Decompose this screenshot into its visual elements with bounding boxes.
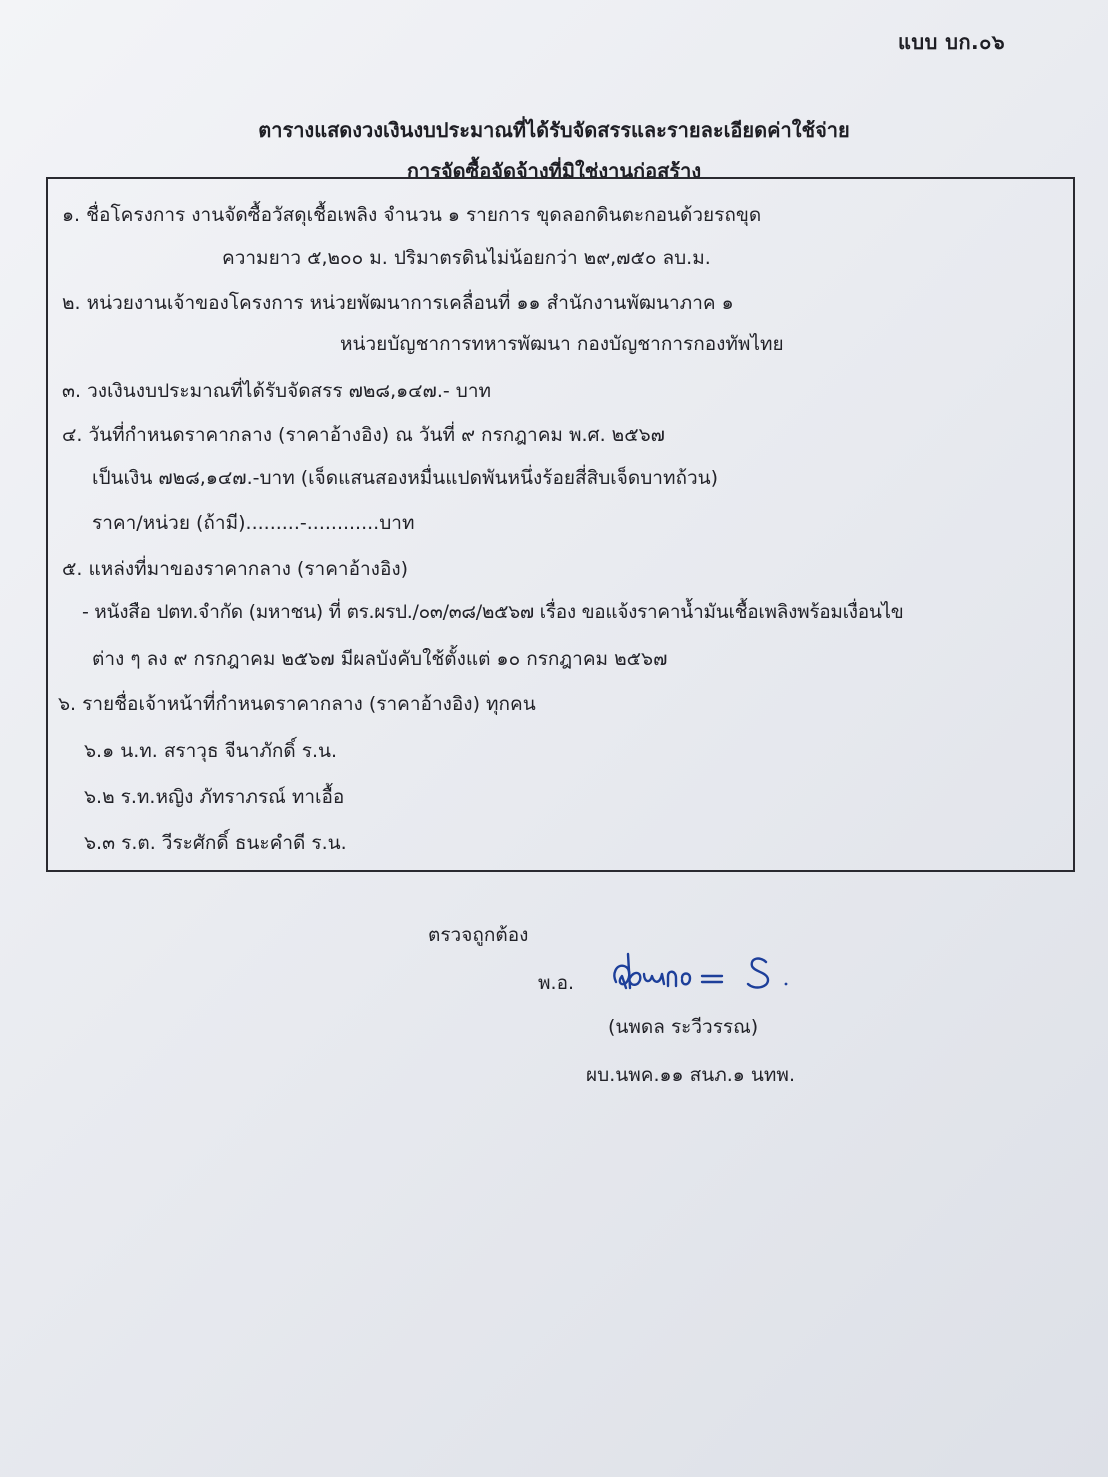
- signer-name: (นพดล ระวีวรรณ): [608, 1016, 759, 1038]
- section-1-project-detail: ความยาว ๕,๒๐๐ ม. ปริมาตรดินไม่น้อยกว่า ๒๙,๗๕๐ ลบ.ม.: [222, 247, 711, 269]
- signer-rank: พ.อ.: [538, 972, 575, 994]
- signer-position: ผบ.นพค.๑๑ สนภ.๑ นทพ.: [586, 1064, 795, 1086]
- section-2-owner-unit: ๒. หน่วยงานเจ้าของโครงการ หน่วยพัฒนาการเคลื่อนที่ ๑๑ สำนักงานพัฒนาภาค ๑: [62, 292, 734, 314]
- document-title-line1: ตารางแสดงวงเงินงบประมาณที่ได้รับจัดสรรและรายละเอียดค่าใช้จ่าย: [258, 118, 850, 142]
- section-6-officer-3: ๖.๓ ร.ต. วีระศักดิ์ ธนะคำดี ร.น.: [84, 832, 347, 854]
- section-6-officer-1: ๖.๑ น.ท. สราวุธ จีนาภักดิ์ ร.น.: [84, 740, 338, 762]
- section-3-budget: ๓. วงเงินงบประมาณที่ได้รับจัดสรร ๗๒๘,๑๔๗.- บาท: [62, 380, 492, 402]
- section-4-reference-date: ๔. วันที่กำหนดราคากลาง (ราคาอ้างอิง) ณ วันที่ ๙ กรกฎาคม พ.ศ. ๒๕๖๗: [62, 424, 665, 446]
- section-4-unit-price: ราคา/หน่วย (ถ้ามี).........-............บาท: [92, 512, 415, 534]
- section-6-officers-heading: ๖. รายชื่อเจ้าหน้าที่กำหนดราคากลาง (ราคาอ้างอิง) ทุกคน: [58, 693, 536, 715]
- section-6-officer-2: ๖.๒ ร.ท.หญิง ภัทราภรณ์ ทาเอื้อ: [84, 786, 345, 808]
- form-code: แบบ บก.๐๖: [898, 30, 1006, 54]
- section-4-amount: เป็นเงิน ๗๒๘,๑๔๗.-บาท (เจ็ดแสนสองหมื่นแปดพันหนึ่งร้อยสี่สิบเจ็ดบาทถ้วน): [92, 467, 719, 489]
- section-5-source-letter: - หนังสือ ปตท.จำกัด (มหาชน) ที่ ตร.ผรป./๐๓/๓๘/๒๕๖๗ เรื่อง ขอแจ้งราคาน้ำมันเชื้อเพลิงพร้อมเงื่อนไข: [82, 601, 904, 623]
- document-title-line2: การจัดซื้อจัดจ้างที่มิใช่งานก่อสร้าง: [406, 159, 702, 183]
- section-1-project-name: ๑. ชื่อโครงการ งานจัดซื้อวัสดุเชื้อเพลิง จำนวน ๑ รายการ ขุดลอกดินตะกอนด้วยรถขุด: [62, 204, 762, 226]
- verified-label: ตรวจถูกต้อง: [428, 924, 529, 946]
- handwritten-signature: [610, 948, 800, 998]
- section-2-owner-command: หน่วยบัญชาการทหารพัฒนา กองบัญชาการกองทัพไทย: [340, 333, 784, 355]
- section-5-source-heading: ๕. แหล่งที่มาของราคากลาง (ราคาอ้างอิง): [62, 558, 409, 580]
- section-5-source-effective: ต่าง ๆ ลง ๙ กรกฎาคม ๒๕๖๗ มีผลบังคับใช้ตั้งแต่ ๑๐ กรกฎาคม ๒๕๖๗: [92, 648, 668, 670]
